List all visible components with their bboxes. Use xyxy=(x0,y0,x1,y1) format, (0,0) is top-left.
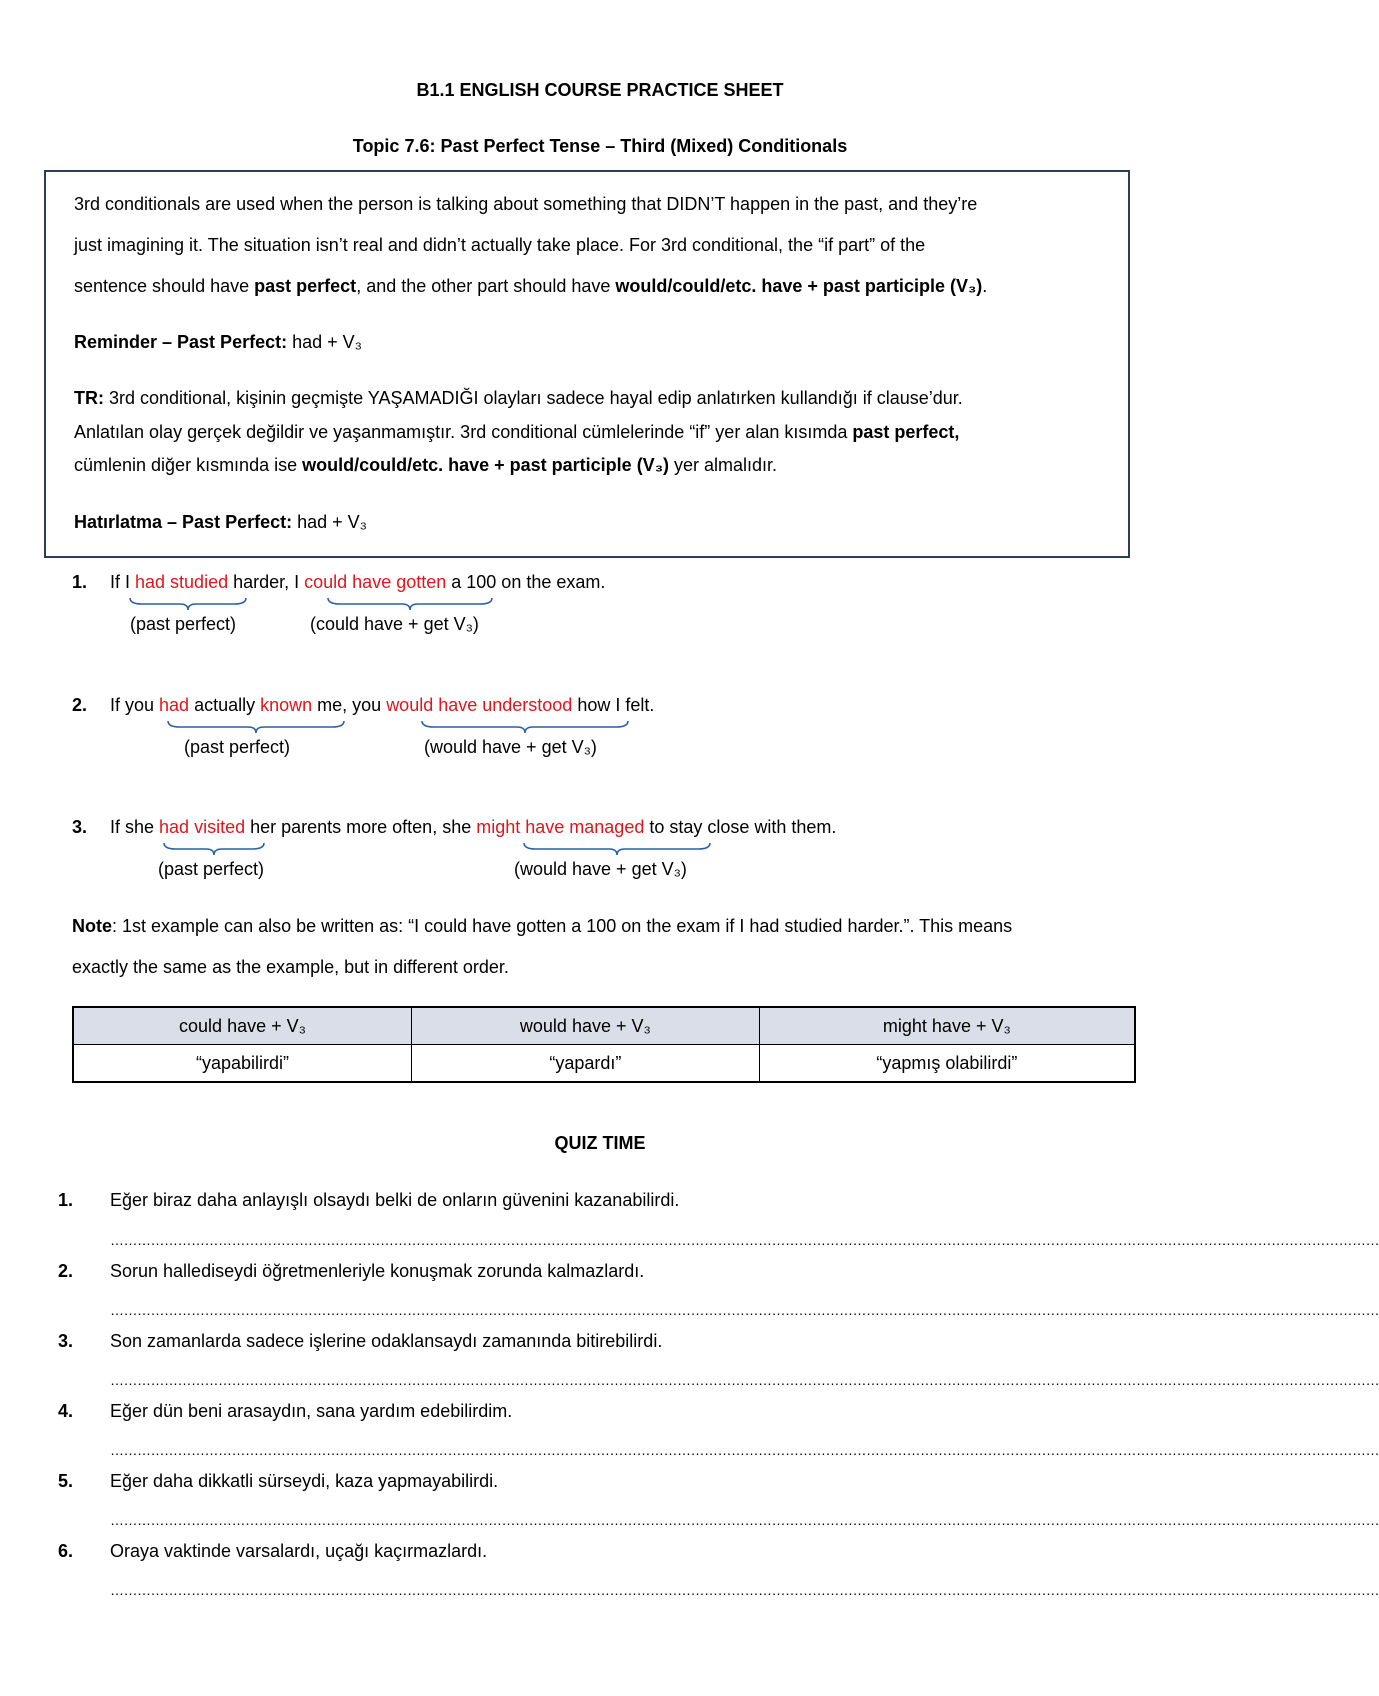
answer-line[interactable]: ………………………………………………………………………………………………………………………………………………………………………………………………………………………………………………………… xyxy=(110,1302,1379,1318)
answer-line[interactable]: ………………………………………………………………………………………………………………………………………………………………………………………………………………………………………………………… xyxy=(110,1442,1379,1458)
document-title: B1.1 ENGLISH COURSE PRACTICE SHEET xyxy=(416,80,784,100)
explanation-tr-line-1 xyxy=(74,388,963,409)
hatirlatma-label: Hatırlatma – Past Perfect: xyxy=(74,512,293,532)
past-perfect-highlight: had visited xyxy=(159,817,246,837)
quiz-question-1 xyxy=(58,1190,679,1211)
past-perfect-highlight: known xyxy=(260,695,313,715)
brace-icon xyxy=(326,596,494,612)
annotation-label: (past perfect) xyxy=(158,859,265,879)
text: Anlatılan olay gerçek değildir ve yaşanmamıştır. 3rd conditional cümlelerinde “if” yer alan kısımda xyxy=(74,422,853,442)
question-text: Eğer dün beni arasaydın, sana yardım edebilirdim. xyxy=(110,1401,513,1421)
explanation-en-line-2: just imagining it. The situation isn’t real and didn’t actually take place. For 3rd conditional, the “if part” of the xyxy=(74,235,926,255)
reminder-line xyxy=(74,332,362,353)
explanation-en-line-3 xyxy=(74,276,987,297)
modal-meaning-table xyxy=(72,1006,1136,1083)
question-number: 2. xyxy=(58,1261,74,1281)
question-number: 6. xyxy=(58,1541,74,1561)
table-header-row xyxy=(73,1007,1135,1045)
table-cell: “yapmış olabilirdi” xyxy=(759,1045,1135,1083)
modal-highlight: might have managed xyxy=(476,817,645,837)
example-number: 2. xyxy=(72,695,88,715)
note-label: Note xyxy=(72,916,112,936)
annotation-label: (could have + get V₃) xyxy=(310,614,479,634)
explanation-tr-line-3 xyxy=(74,455,777,476)
table-row xyxy=(73,1045,1135,1083)
explanation-tr-line-2 xyxy=(74,422,959,443)
table-cell: “yapabilirdi” xyxy=(73,1045,412,1083)
answer-line[interactable]: ………………………………………………………………………………………………………………………………………………………………………………………………………………………………………………………… xyxy=(110,1372,1379,1388)
explanation-en-line-1: 3rd conditionals are used when the person is talking about something that DIDN’T happen in the past, and they’re xyxy=(74,194,978,214)
quiz-question-6 xyxy=(58,1541,487,1562)
text: 3rd conditional, kişinin geçmişte YAŞAMADIĞI olayları sadece hayal edip anlatırken kullandığı if clause’dur. xyxy=(104,388,963,408)
text: actually xyxy=(189,695,261,715)
bold-text: past perfect, xyxy=(852,422,960,442)
text: to stay close with them. xyxy=(644,817,837,837)
bold-text: would/could/etc. have + past participle (V₃) xyxy=(615,276,983,296)
brace-icon xyxy=(128,596,248,612)
hatirlatma-value: had + V₃ xyxy=(292,512,367,532)
text: cümlenin diğer kısmında ise xyxy=(74,455,303,475)
question-text: Eğer biraz daha anlayışlı olsaydı belki de onların güvenini kazanabilirdi. xyxy=(110,1190,680,1210)
explanation-box xyxy=(44,170,1130,558)
text: how I felt. xyxy=(572,695,655,715)
example-1 xyxy=(72,572,605,593)
text: a 100 on the exam. xyxy=(446,572,606,592)
example-3 xyxy=(72,817,836,838)
answer-line[interactable]: ………………………………………………………………………………………………………………………………………………………………………………………………………………………………………………………… xyxy=(110,1512,1379,1528)
quiz-question-3 xyxy=(58,1331,662,1352)
text: If she xyxy=(110,817,160,837)
annotation-label: (would have + get V₃) xyxy=(514,859,687,879)
bold-text: would/could/etc. have + past participle (V₃) xyxy=(302,455,670,475)
table-cell: “yapardı” xyxy=(412,1045,760,1083)
reminder-label: Reminder – Past Perfect: xyxy=(74,332,288,352)
question-text: Sorun hallediseydi öğretmenleriyle konuşmak zorunda kalmazlardı. xyxy=(110,1261,645,1281)
question-number: 4. xyxy=(58,1401,74,1421)
text: , and the other part should have xyxy=(356,276,616,296)
question-text: Oraya vaktinde varsalardı, uçağı kaçırmazlardı. xyxy=(110,1541,488,1561)
text: If I xyxy=(110,572,136,592)
question-number: 1. xyxy=(58,1190,74,1210)
past-perfect-highlight: had studied xyxy=(135,572,229,592)
text: . xyxy=(982,276,988,296)
annotation-label: (past perfect) xyxy=(130,614,237,634)
table-header-cell: would have + V₃ xyxy=(412,1007,760,1045)
tr-label: TR: xyxy=(74,388,104,408)
question-text: Eğer daha dikkatli sürseydi, kaza yapmayabilirdi. xyxy=(110,1471,499,1491)
hatirlatma-line xyxy=(74,512,367,533)
text: me, you xyxy=(312,695,387,715)
brace-icon xyxy=(166,719,346,735)
example-number: 3. xyxy=(72,817,88,837)
modal-highlight: would have understood xyxy=(386,695,573,715)
text: : 1st example can also be written as: “I could have gotten a 100 on the exam if I had studied harder.”. This means xyxy=(112,916,1013,936)
bold-text: past perfect xyxy=(254,276,357,296)
text: her parents more often, she xyxy=(245,817,477,837)
table-header-cell: might have + V₃ xyxy=(759,1007,1135,1045)
question-text: Son zamanlarda sadece işlerine odaklansaydı zamanında bitirebilirdi. xyxy=(110,1331,663,1351)
annotation-label: (would have + get V₃) xyxy=(424,737,597,757)
annotation-label: (past perfect) xyxy=(184,737,291,757)
reminder-value: had + V₃ xyxy=(287,332,362,352)
note-line-2: exactly the same as the example, but in different order. xyxy=(72,957,509,977)
topic-title: Topic 7.6: Past Perfect Tense – Third (Mixed) Conditionals xyxy=(352,136,848,156)
quiz-question-2 xyxy=(58,1261,644,1282)
example-number: 1. xyxy=(72,572,88,592)
example-2 xyxy=(72,695,654,716)
text: harder, I xyxy=(228,572,305,592)
past-perfect-highlight: had xyxy=(159,695,190,715)
text: sentence should have xyxy=(74,276,255,296)
answer-line[interactable]: ………………………………………………………………………………………………………………………………………………………………………………………………………………………………………………………… xyxy=(110,1582,1379,1598)
brace-icon xyxy=(162,841,266,857)
table-header-cell: could have + V₃ xyxy=(73,1007,412,1045)
text: yer almalıdır. xyxy=(669,455,778,475)
quiz-title: QUIZ TIME xyxy=(554,1133,646,1153)
question-number: 5. xyxy=(58,1471,74,1491)
quiz-question-4 xyxy=(58,1401,512,1422)
text: If you xyxy=(110,695,160,715)
answer-line[interactable]: ………………………………………………………………………………………………………………………………………………………………………………………………………………………………………………………… xyxy=(110,1232,1379,1248)
question-number: 3. xyxy=(58,1331,74,1351)
brace-icon xyxy=(420,719,630,735)
brace-icon xyxy=(522,841,712,857)
note-line-1 xyxy=(72,916,1012,937)
quiz-question-5 xyxy=(58,1471,498,1492)
modal-highlight: could have gotten xyxy=(304,572,447,592)
